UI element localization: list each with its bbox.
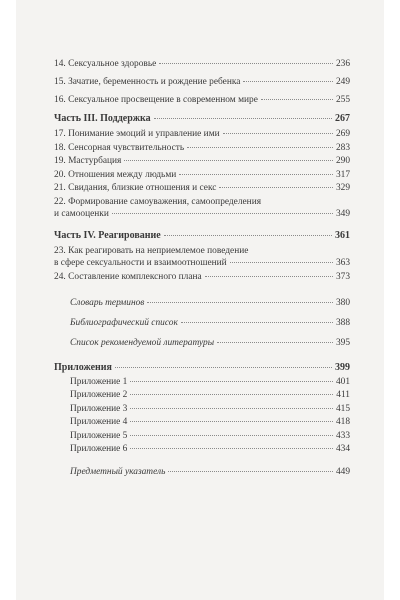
toc-entry-title: Приложение 4: [70, 417, 128, 427]
toc-entry: [54, 128, 350, 140]
toc-block-part2-tail: [54, 58, 350, 106]
toc-entry-title: 24. Составление комплексного плана: [54, 271, 202, 282]
toc-entry-title: 16. Сексуальное просвещение в современном мире: [54, 95, 258, 105]
toc-entry: [54, 182, 350, 194]
toc-entry-page: 363: [335, 258, 350, 268]
leader-dots: [230, 262, 333, 263]
toc-block-appendices: [54, 362, 350, 455]
toc-entry-title: 18. Сенсорная чувствительность: [54, 142, 185, 153]
toc-entry-page: 290: [335, 156, 350, 166]
toc-entry: [54, 142, 350, 154]
toc-entry-title: Приложение 3: [70, 403, 128, 414]
leader-dots: [147, 302, 333, 303]
toc-entry-page: 329: [335, 183, 350, 193]
toc-entry: [54, 208, 350, 220]
toc-entry: [54, 271, 350, 283]
toc-entry: [54, 416, 350, 428]
toc-block-part4: [54, 230, 350, 283]
toc-entry-title: Список рекомендуемой литературы: [70, 338, 215, 348]
toc-entry: [54, 94, 350, 106]
toc-entry-page: 349: [335, 208, 350, 219]
leader-dots: [130, 448, 333, 449]
toc-entry: [54, 389, 350, 401]
leader-dots: [159, 63, 333, 64]
book-page: [16, 0, 384, 600]
toc-entry-page: 380: [335, 298, 350, 308]
leader-dots: [154, 118, 332, 119]
toc-entry: [54, 466, 350, 478]
toc-entry-title: 21. Свидания, близкие отношения и секс: [54, 183, 217, 193]
toc-entry-title: Часть III. Поддержка: [54, 113, 151, 124]
toc-entry-page: 249: [335, 77, 350, 87]
toc-entry-page: 399: [335, 362, 350, 373]
leader-dots: [130, 421, 333, 422]
toc-entry: [54, 155, 350, 167]
toc-entry-line1: 23. Как реагировать на неприемлемое поведение: [54, 246, 249, 256]
leader-dots: [243, 81, 333, 82]
toc-entry-page: 317: [335, 169, 350, 180]
toc-entry: [54, 76, 350, 88]
leader-dots: [115, 367, 332, 368]
toc-entry: [54, 337, 350, 349]
toc-entry-title: Приложение 5: [70, 430, 128, 441]
toc-entry: [54, 257, 350, 269]
toc-entry-page: 434: [335, 444, 350, 454]
toc-entry: [54, 317, 350, 329]
toc-entry-title: Библиографический список: [70, 318, 178, 328]
toc-entry-title: 15. Зачатие, беременность и рождение ребенка: [54, 77, 241, 87]
leader-dots: [130, 394, 333, 395]
toc-entry-page: 418: [335, 417, 350, 427]
toc-entry-title: Приложение 6: [70, 444, 128, 454]
toc-entry: [54, 403, 350, 415]
toc-entry-title: Словарь терминов: [70, 298, 145, 308]
toc-block-backmatter: [54, 297, 350, 349]
toc-entry-page: 267: [335, 113, 350, 124]
leader-dots: [181, 322, 333, 323]
leader-dots: [112, 213, 333, 214]
toc-entry-line1: 22. Формирование самоуважения, самоопределения: [54, 196, 262, 207]
leader-dots: [179, 174, 333, 175]
toc-entry-title: Приложения: [54, 362, 112, 373]
leader-dots: [187, 147, 333, 148]
toc-entry: [54, 169, 350, 181]
leader-dots: [124, 160, 333, 161]
toc-entry-title: 19. Мастурбация: [54, 156, 122, 166]
toc-entry: [54, 297, 350, 309]
leader-dots: [217, 342, 333, 343]
leader-dots: [168, 471, 333, 472]
toc-entry: [54, 443, 350, 455]
toc-entry-title: Приложение 1: [70, 376, 128, 387]
toc-entry-title: в сфере сексуальности и взаимоотношений: [54, 258, 227, 268]
leader-dots: [219, 187, 332, 188]
toc-part-heading: [54, 230, 350, 242]
toc-entry-page: 415: [335, 403, 350, 414]
toc-entry-title: Приложение 2: [70, 390, 128, 400]
toc-entry-title: Предметный указатель: [70, 467, 166, 477]
toc-part-heading: [54, 113, 350, 125]
toc-block-part3: [54, 113, 350, 220]
toc-entry-title: 14. Сексуальное здоровье: [54, 59, 157, 69]
leader-dots: [130, 435, 333, 436]
toc-entry-page: 373: [335, 271, 350, 282]
toc-entry-page: 388: [335, 318, 350, 328]
toc-block-index: [54, 466, 350, 478]
toc-entry: [54, 430, 350, 442]
leader-dots: [130, 381, 333, 382]
toc-entry-page: 433: [335, 430, 350, 441]
toc-entry-page: 401: [335, 376, 350, 387]
leader-dots: [205, 276, 333, 277]
toc-entry-page: 269: [335, 129, 350, 139]
leader-dots: [130, 408, 333, 409]
toc-entry-title: 17. Понимание эмоций и управление ими: [54, 129, 220, 139]
toc-entry-page: 395: [335, 338, 350, 348]
toc-entry-page: 411: [336, 390, 350, 400]
leader-dots: [164, 235, 332, 236]
toc-entry: [54, 376, 350, 388]
toc-entry: [54, 58, 350, 70]
toc-entry-title: Часть IV. Реагирование: [54, 230, 161, 241]
toc-entry-page: 236: [335, 59, 350, 69]
toc-part-heading: [54, 362, 350, 374]
leader-dots: [261, 99, 333, 100]
leader-dots: [223, 133, 333, 134]
toc-entry-page: 255: [335, 95, 350, 105]
toc-entry-title: и самооценки: [54, 208, 109, 219]
toc-entry-page: 361: [335, 230, 350, 241]
toc-entry-page: 449: [335, 467, 350, 477]
toc-entry-title: 20. Отношения между людьми: [54, 169, 177, 180]
toc-entry-page: 283: [335, 142, 350, 153]
